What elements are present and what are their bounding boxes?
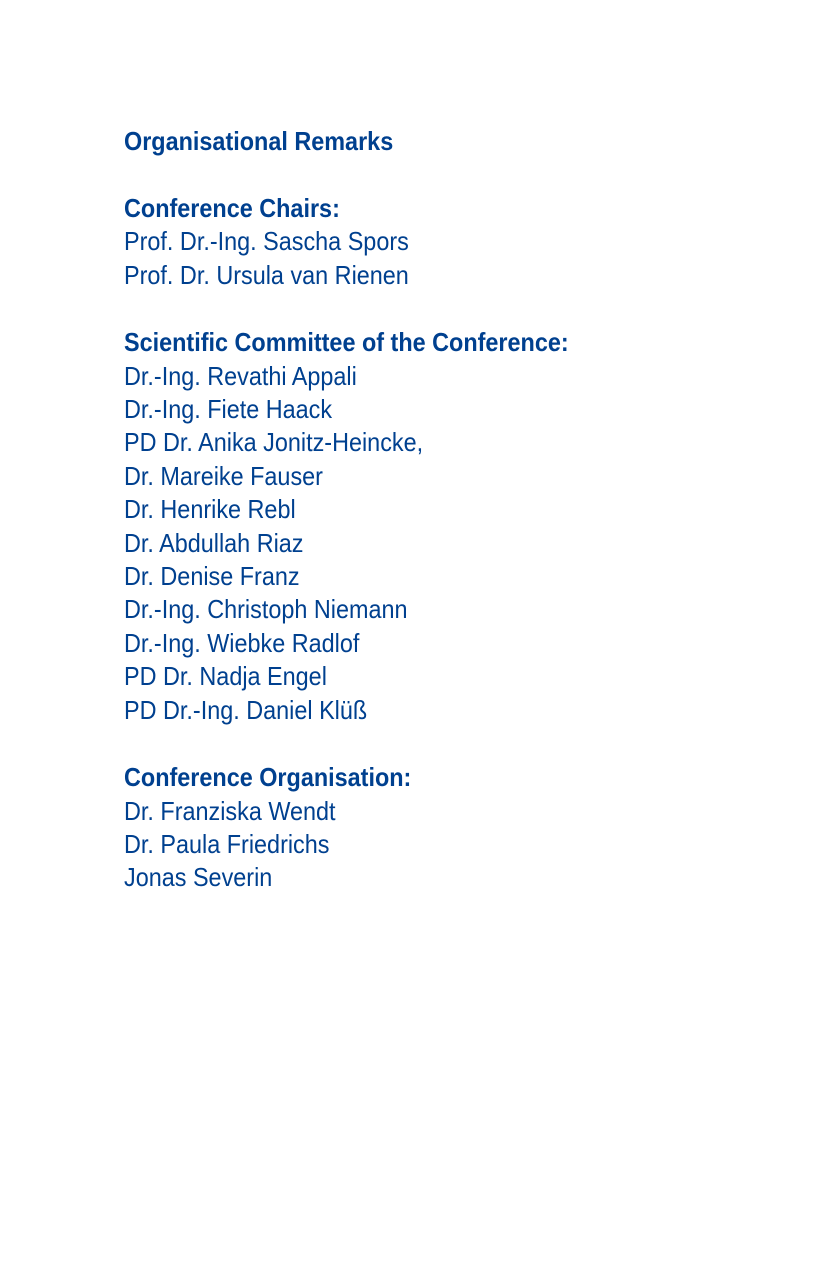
section-scientific-committee [124,326,784,727]
list-item: Dr. Henrike Rebl [124,494,296,525]
list-item: Dr. Franziska Wendt [124,795,336,826]
list-item: Dr. Paula Friedrichs [124,828,330,859]
list-item: Prof. Dr. Ursula van Rienen [124,259,409,290]
list-item: Dr.-Ing. Fiete Haack [124,394,333,425]
list-item: Dr.-Ing. Christoph Niemann [124,594,408,625]
list-item: PD Dr. Nadja Engel [124,661,327,692]
list-item: Prof. Dr.-Ing. Sascha Spors [124,226,409,257]
list-item: PD Dr. Anika Jonitz-Heincke, [124,427,424,458]
list-item: Dr. Denise Franz [124,561,300,592]
section-heading: Conference Organisation: [124,762,412,793]
section-conference-organisation [124,761,784,895]
name-list [124,225,784,292]
list-item: Dr. Abdullah Riaz [124,527,304,558]
list-item: Jonas Severin [124,862,273,893]
section-heading: Conference Chairs: [124,193,340,223]
list-item: Dr. Mareike Fauser [124,460,323,491]
section-heading: Scientific Committee of the Conference: [124,327,569,358]
document-page [124,125,784,929]
list-item: PD Dr.-Ing. Daniel Klüß [124,694,368,725]
section-conference-chairs [124,192,784,292]
name-list [124,360,784,727]
page-title: Organisational Remarks [124,126,394,156]
list-item: Dr.-Ing. Revathi Appali [124,360,357,391]
list-item: Dr.-Ing. Wiebke Radlof [124,627,360,658]
name-list [124,795,784,895]
